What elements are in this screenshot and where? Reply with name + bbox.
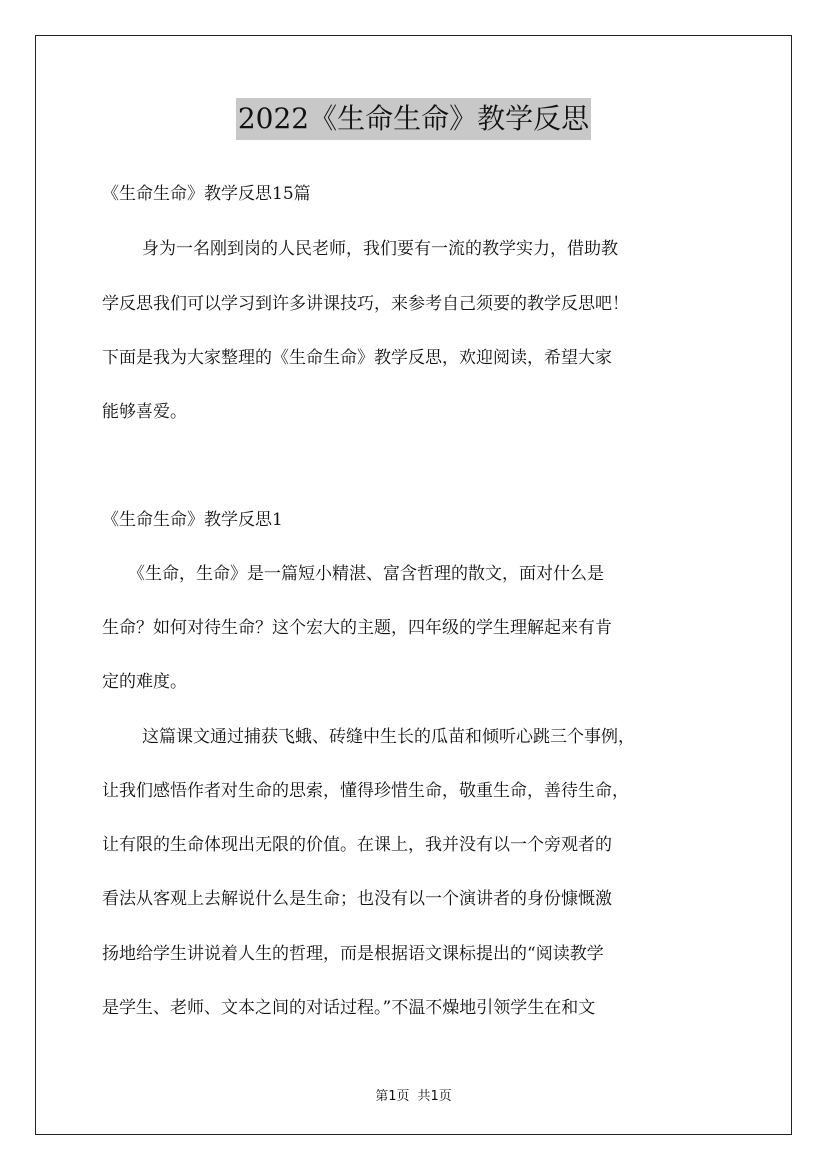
collection-heading: 《生命生命》教学反思15篇 — [102, 184, 311, 204]
intro-line: 能够喜爱。 — [102, 402, 187, 422]
paragraph-line: 定的难度。 — [102, 672, 187, 692]
section-heading: 《生命生命》教学反思1 — [102, 510, 283, 530]
paragraph-line: 生命？如何对待生命？这个宏大的主题，四年级的学生理解起来有肯 — [102, 618, 612, 638]
page-total: 共1页 — [417, 1089, 452, 1104]
document-title: 2022《生命生命》教学反思 — [236, 98, 591, 140]
intro-line: 身为一名刚到岗的人民老师，我们要有一流的教学实力，借助教 — [142, 239, 618, 259]
page-footer — [0, 1085, 827, 1104]
paragraph-line: 让有限的生命体现出无限的价值。在课上，我并没有以一个旁观者的 — [102, 835, 612, 855]
intro-line: 学反思我们可以学习到许多讲课技巧，来参考自己须要的教学反思吧！ — [102, 294, 629, 314]
paragraph-line: 让我们感悟作者对生命的思索，懂得珍惜生命，敬重生命，善待生命， — [102, 781, 629, 801]
paragraph-line: 这篇课文通过捕获飞蛾、砖缝中生长的瓜苗和倾听心跳三个事例， — [142, 727, 635, 747]
paragraph-line: 是学生、老师、文本之间的对话过程。”不温不燥地引领学生在和文 — [102, 998, 596, 1018]
paragraph-line: 看法从客观上去解说什么是生命；也没有以一个演讲者的身份慷慨激 — [102, 889, 612, 909]
intro-line: 下面是我为大家整理的《生命生命》教学反思，欢迎阅读，希望大家 — [102, 348, 612, 368]
page-number: 第1页 — [375, 1089, 410, 1104]
paragraph-line: 《生命，生命》是一篇短小精湛、富含哲理的散文，面对什么是 — [128, 564, 604, 584]
paragraph-line: 扬地给学生讲说着人生的哲理，而是根据语文课标提出的“阅读教学 — [102, 944, 604, 964]
